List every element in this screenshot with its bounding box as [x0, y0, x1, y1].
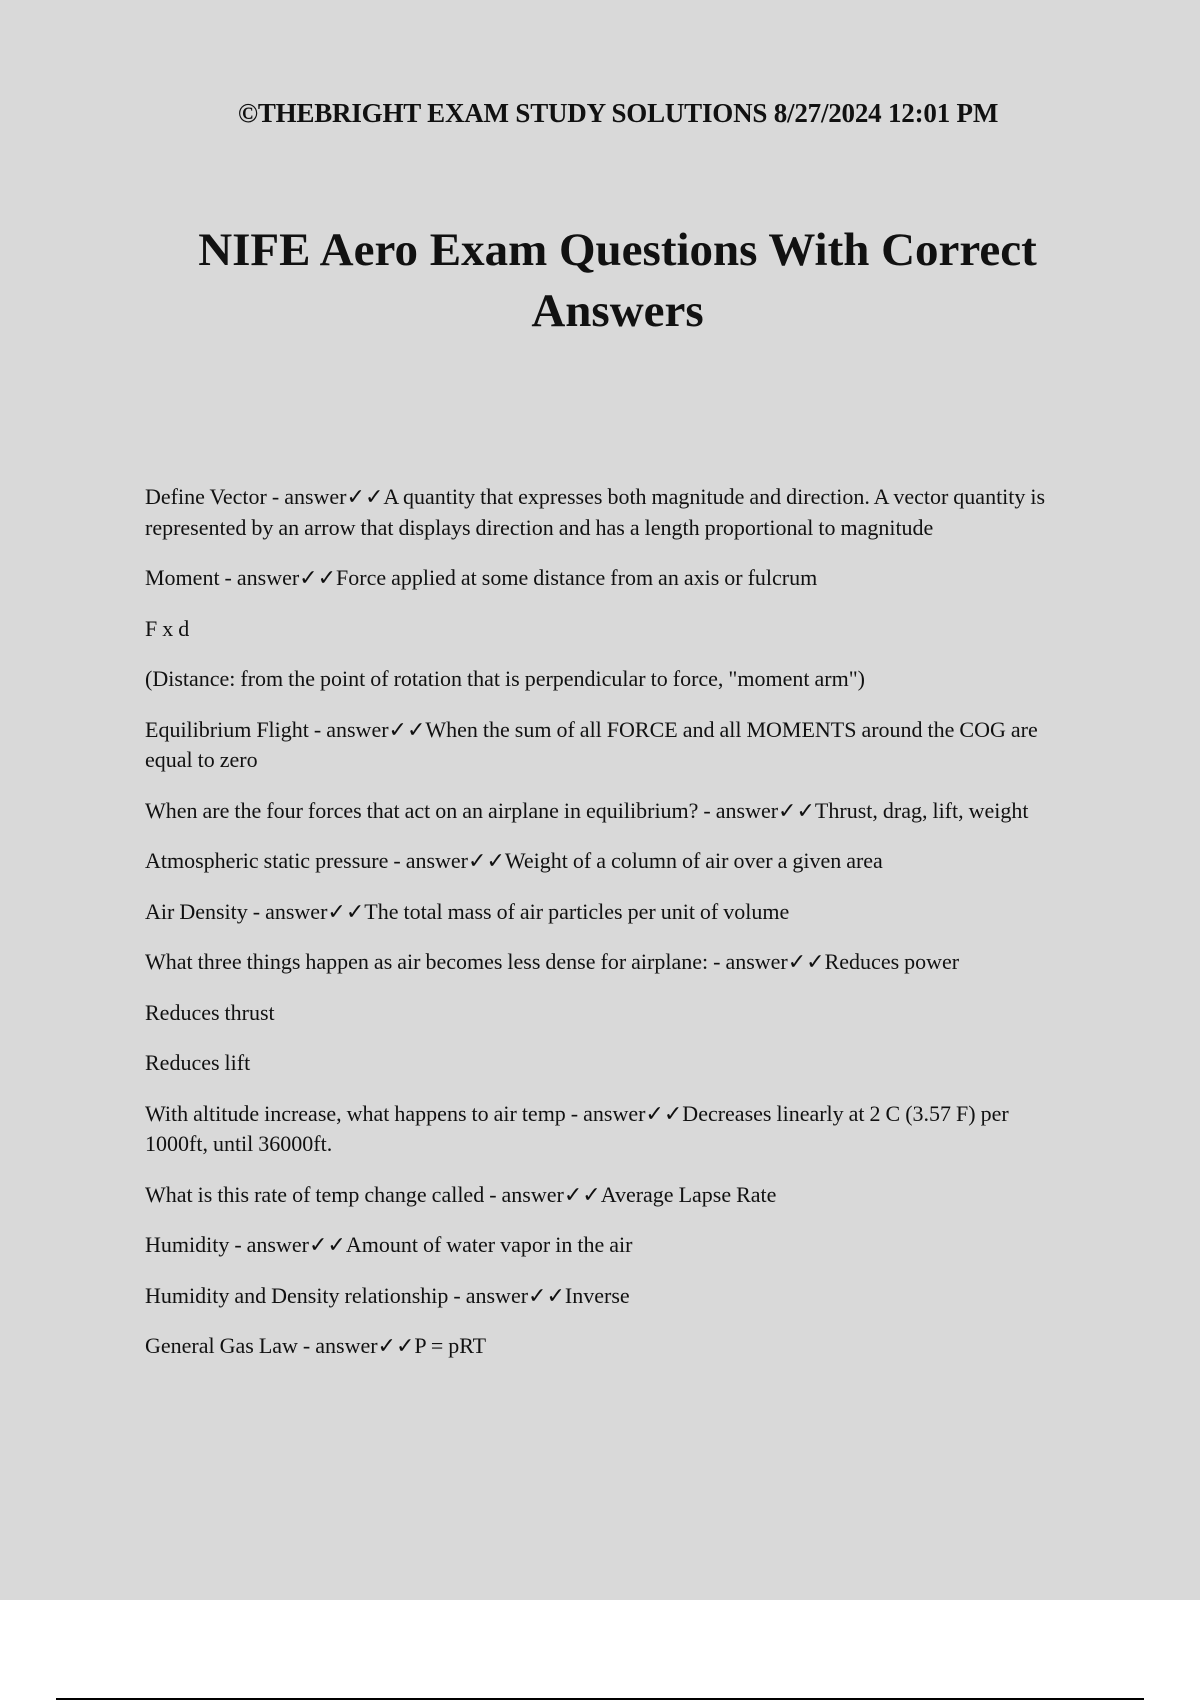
list-item: Define Vector - answer✓✓A quantity that expresses both magnitude and direction. A vector quantity is represented by an arrow that displays direction and has a length proportional to magnitude: [145, 484, 1046, 540]
list-item: (Distance: from the point of rotation that is perpendicular to force, "moment arm"): [145, 666, 866, 691]
list-item: Moment - answer✓✓Force applied at some distance from an axis or fulcrum: [145, 565, 818, 590]
list-item: Atmospheric static pressure - answer✓✓Weight of a column of air over a given area: [145, 848, 883, 873]
list-item: General Gas Law - answer✓✓P = pRT: [145, 1333, 487, 1358]
list-item: Reduces lift: [145, 1050, 251, 1075]
qa-list: [145, 482, 1075, 1382]
document-title: NIFE Aero Exam Questions With Correct Answers: [198, 224, 1037, 337]
list-item: Air Density - answer✓✓The total mass of air particles per unit of volume: [145, 898, 790, 924]
list-item: When are the four forces that act on an airplane in equilibrium? - answer✓✓Thrust, drag, lift, weight: [145, 797, 1029, 823]
list-item: F x d: [145, 615, 190, 641]
list-item: Humidity and Density relationship - answer✓✓Inverse: [145, 1282, 630, 1308]
list-item: What three things happen as air becomes less dense for airplane: - answer✓✓Reduces power: [145, 949, 960, 974]
page-header: ©THEBRIGHT EXAM STUDY SOLUTIONS 8/27/2024 12:01 PM: [237, 98, 999, 128]
list-item: Reduces thrust: [145, 999, 275, 1025]
list-item: Equilibrium Flight - answer✓✓When the sum of all FORCE and all MOMENTS around the COG are equal to zero: [145, 716, 1038, 772]
list-item: With altitude increase, what happens to air temp - answer✓✓Decreases linearly at 2 C (3.57 F) per 1000ft, until 36000ft.: [145, 1100, 1009, 1156]
list-item: What is this rate of temp change called - answer✓✓Average Lapse Rate: [145, 1181, 777, 1207]
list-item: Humidity - answer✓✓Amount of water vapor in the air: [145, 1232, 633, 1257]
